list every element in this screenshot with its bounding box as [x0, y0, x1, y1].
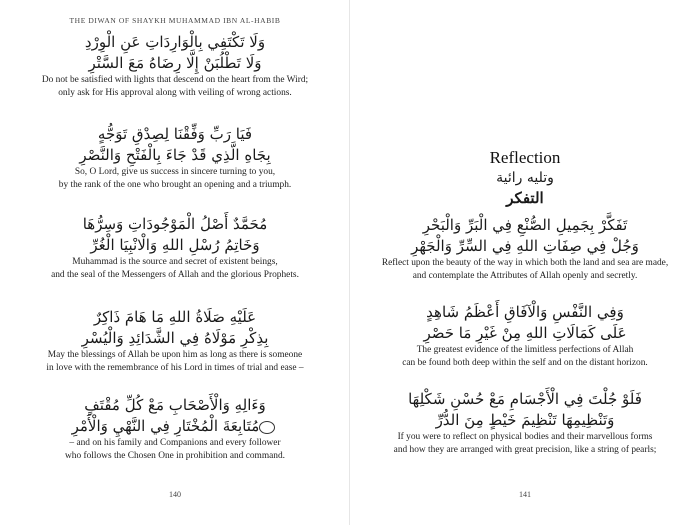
- page-number: 140: [169, 490, 181, 499]
- arabic-verse: وَفِي النَّفْسِ وَالْآفَاقِ أَعْظَمُ شَاهِدٍ: [426, 303, 624, 321]
- arabic-verse: وَتَنْظِيمِهَا تَنْظِيمَ خَيْطٍ مِنَ الدُّرِّ: [435, 411, 615, 429]
- stanza: [20, 307, 330, 374]
- stanza: [372, 302, 678, 369]
- translation-line: May the blessings of Allah be upon him as long as there is someone: [47, 350, 303, 360]
- arabic-verse: عَلَيْهِ صَلَاةُ اللهِ مَا هَامَ ذَاكِرٌ: [93, 308, 257, 326]
- arabic-verse: وَلَا تَطْلُبَنْ إِلَّا رِضَاهُ مَعَ السَّتْرِ: [88, 54, 262, 72]
- arabic-subtitle: وتليه رائية: [496, 170, 554, 186]
- arabic-verse: مُتَابِعَةَ الْمُخْتَارِ فِي النَّهْيِ وَالْأَمْرِ: [71, 417, 260, 435]
- translation-line: in love with the remembrance of his Lord in times of trial and ease –: [46, 362, 304, 373]
- translation-line: only ask for His approval along with veiling of wrong actions.: [58, 87, 292, 98]
- arabic-verse: عَلَى كَمَالَاتِ اللهِ مِنْ غَيْرِ مَا حَصْرِ: [423, 324, 627, 342]
- stanza: [372, 389, 678, 456]
- arabic-verse: فَلَوْ جُلْتَ فِي الْأَجْسَامِ مَعْ حُسْنِ شَكْلِهَا: [408, 390, 642, 408]
- verse-end-ornament-icon: [259, 421, 275, 434]
- translation-line: and how they are arranged with great precision, like a string of pearls;: [393, 444, 657, 455]
- running-head: THE DIWAN OF SHAYKH MUHAMMAD IBN AL-HABIB: [69, 16, 281, 25]
- arabic-verse: وَجُلْ فِي صِفَاتِ اللهِ فِي السِّرِّ وَالْجَهْرِ: [411, 237, 639, 255]
- translation-line: Do not be satisfied with lights that descend on the heart from the Wird;: [41, 75, 309, 85]
- stanza: [20, 32, 330, 99]
- translation-line: who follows the Chosen One in prohibition and command.: [64, 450, 286, 461]
- arabic-verse: تَفَكَّرْ بِجَمِيلِ الصُّنْعِ فِي الْبَرِّ وَالْبَحْرِ: [422, 216, 628, 234]
- translation-line: and the seal of the Messengers of Allah and the glorious Prophets.: [51, 269, 299, 280]
- stanza: [20, 124, 330, 191]
- translation-line: Muhammad is the source and secret of existent beings,: [72, 257, 278, 267]
- arabic-subtitle-title: التفكر: [506, 189, 544, 207]
- arabic-verse-with-ornament: [20, 416, 330, 437]
- stanza: [20, 214, 330, 281]
- arabic-verse: مُحَمَّدٌ أَصْلُ الْمَوْجُودَاتِ وَسِرُّهَا: [82, 215, 268, 233]
- arabic-verse: بِجَاهِ الَّذِي قَدْ جَاءَ بِالْفَتْحِ وَالنَّصْرِ: [79, 146, 271, 164]
- translation-line: and contemplate the Attributes of Allah openly and secretly.: [412, 270, 638, 281]
- arabic-verse: فَيَا رَبِّ وَفِّقْنَا لِصِدْقِ تَوَجُّهٍ: [97, 125, 253, 143]
- translation-line: So, O Lord, give us success in sincere turning to you,: [74, 167, 276, 177]
- stanza: [20, 395, 330, 462]
- arabic-verse: وَخَاتِمُ رُسْلِ اللهِ وَالْانْبِيَا الْغُرِّ: [90, 236, 260, 254]
- right-page: [350, 0, 700, 525]
- translation-line: Reflect upon the beauty of the way in which both the land and sea are made,: [381, 258, 669, 268]
- page-number: 141: [519, 490, 531, 499]
- arabic-verse: وَءَالِهِ وَالْأَصْحَابِ مَعْ كُلِّ مُقْتَفٍ: [84, 396, 266, 414]
- translation-line: The greatest evidence of the limitless perfections of Allah: [416, 345, 634, 355]
- arabic-verse: بِذِكْرِ مَوْلَاهُ فِي الشَّدَائِدِ وَالْيُسْرِ: [81, 329, 269, 347]
- section-title: Reflection: [489, 148, 561, 167]
- arabic-verse: وَلَا تَكْتَفِي بِالْوَارِدَاتِ عَنِ الْوِرْدِ: [84, 33, 266, 51]
- translation-line: – and on his family and Companions and every follower: [69, 438, 281, 448]
- translation-line: by the rank of the one who brought an opening and a triumph.: [58, 179, 292, 190]
- stanza: [372, 215, 678, 282]
- translation-line: If you were to reflect on physical bodies and their marvellous forms: [397, 432, 653, 442]
- translation-line: can be found both deep within the self and on the distant horizon.: [402, 357, 648, 368]
